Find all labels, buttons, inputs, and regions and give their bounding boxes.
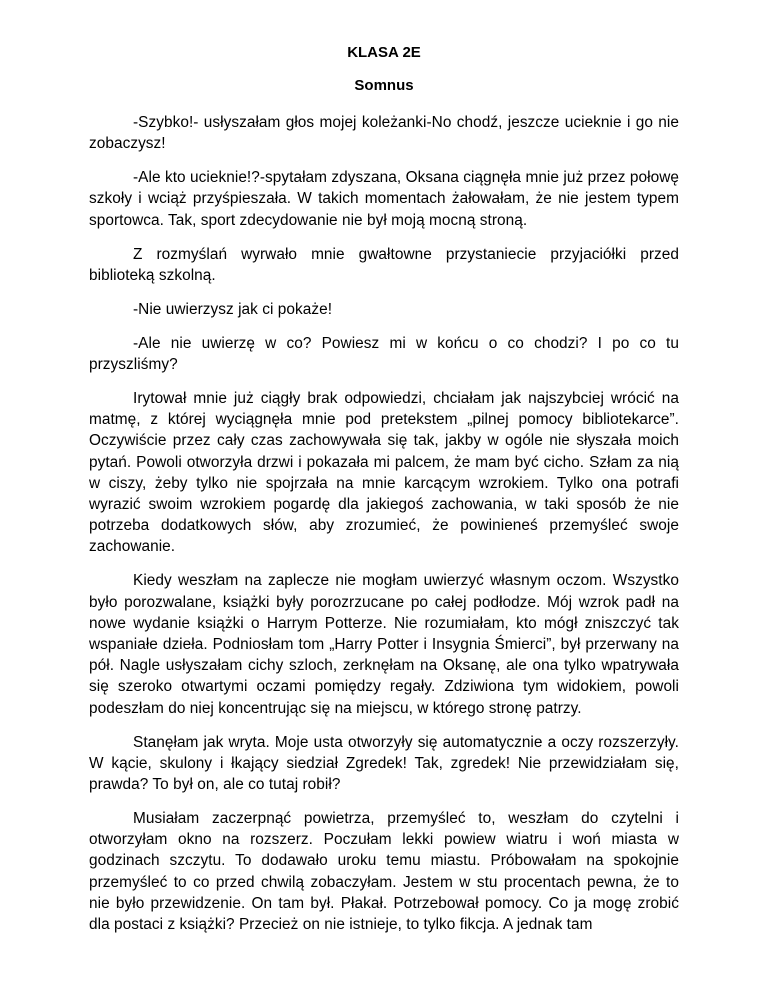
paragraph-5: -Ale nie uwierzę w co? Powiesz mi w końcu o co chodzi? I po co tu przyszliśmy? — [89, 334, 679, 374]
paragraph-1: -Szybko!- usłyszałam głos mojej koleżanki-No chodź, jeszcze ucieknie i go nie zobaczysz! — [89, 114, 679, 153]
paragraph-4: -Nie uwierzysz jak ci pokaże! — [133, 300, 333, 318]
document-body — [89, 44, 679, 948]
paragraph-3: Z rozmyślań wyrwało mnie gwałtowne przystaniecie przyjaciółki przed biblioteką szkolną. — [89, 245, 679, 284]
story-title: Somnus — [354, 77, 414, 94]
paragraph-8: Stanęłam jak wryta. Moje usta otworzyły się automatycznie a oczy rozszerzyły. W kącie, skulony i łkający siedział Zgredek! Tak, zgredek! Nie przewidziałam się, prawda? To był on, ale co tutaj robił? — [89, 733, 679, 794]
paragraph-6: Irytował mnie już ciągły brak odpowiedzi, chciałam jak najszybciej wrócić na matmę, z której wyciągnęła mnie pod pretekstem „pilnej pomocy bibliotekarce”. Oczywiście przez cały czas zachowywała się tak, jakby w ogóle nie słyszała moich pytań. Powoli otworzyła drzwi i pokazała mi palcem, że mam być cicho. Szłam za nią w ciszy, żeby tylko nie spojrzała na mnie karcącym wzrokiem. Tylko ona potrafi wyrazić swoim wzrokiem pogardę dla jakiegoś zachowania, w taki sposób że nie potrzeba dodatkowych słów, aby zrozumieć, że powinieneś przemyśleć swoje zachowanie. — [89, 390, 679, 556]
paragraph-9: Musiałam zaczerpnąć powietrza, przemyśleć to, weszłam do czytelni i otworzyłam okno na rozszerz. Poczułam lekki powiew wiatru i woń miasta w godzinach szczytu. To dodawało uroku temu miastu. Próbowałam na spokojnie przemyśleć to co przed chwilą zobaczyłam. Jestem w stu procentach pewna, że to nie było przewidzenie. On tam był. Płakał. Potrzebował pomocy. Co ja mogę zrobić dla postaci z książki? Przecież on nie istnieje, to tylko fikcja. A jednak tam — [89, 810, 679, 934]
paragraph-7: Kiedy weszłam na zaplecze nie mogłam uwierzyć własnym oczom. Wszystko było porozwalane, książki były porozrzucane po całej podłodze. Mój wzrok padł na nowe wydanie książki o Harrym Potterze. Nie rozumiałam, kto mógł zniszczyć tak wspaniałe dzieła. Podniosłam tom „Harry Potter i Insygnia Śmierci”, był przerwany na pół. Nagle usłyszałam cichy szloch, zerknęłam na Oksanę, ale ona tylko wpatrywała się szeroko otwartymi oczami pomiędzy regały. Zdziwiona tym widokiem, powoli podeszłam do niej koncentrując się na miejscu, w którego stronę patrzy. — [89, 572, 679, 717]
class-title: KLASA 2E — [347, 44, 421, 61]
paragraph-2: -Ale kto ucieknie!?-spytałam zdyszana, Oksana ciągnęła mnie już przez połowę szkoły i wciąż przyśpieszała. W takich momentach żałowałam, że nie jestem typem sportowca. Tak, sport zdecydowanie nie był moją mocną stroną. — [89, 169, 679, 229]
